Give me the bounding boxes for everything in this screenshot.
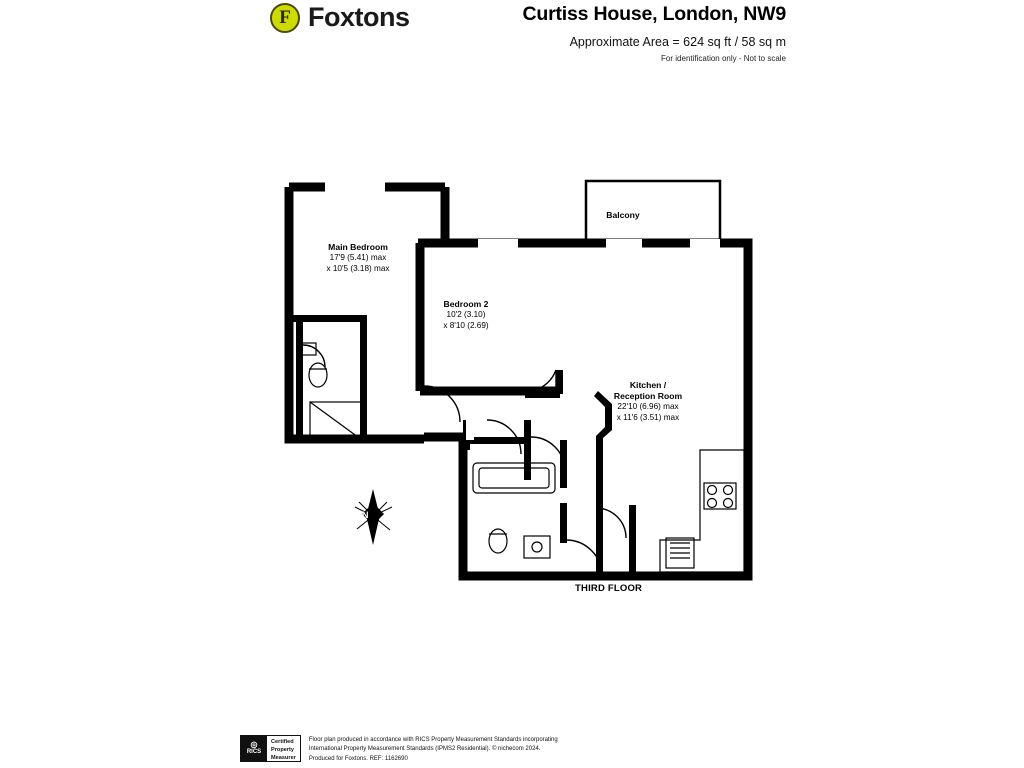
floor-caption: THIRD FLOOR — [575, 583, 643, 594]
page-title: Curtiss House, London, NW9 — [522, 3, 786, 25]
brand-letter: F — [279, 7, 291, 28]
room-label-kitchen-reception: Kitchen / Reception Room 22'10 (6.96) max x 11'6 (3.51) max — [613, 380, 683, 422]
room-label-balcony: Balcony — [606, 210, 640, 220]
identification-note: For identification only - Not to scale — [661, 54, 786, 63]
rics-logo-icon: ◎ RICS — [241, 736, 267, 761]
footer — [240, 735, 558, 764]
compass-icon — [343, 483, 403, 553]
brand-name: Foxtons — [308, 2, 410, 32]
compass-north-letter: N — [362, 510, 369, 520]
rics-badge — [240, 735, 301, 762]
room-label-main-bedroom: Main Bedroom 17'9 (5.41) max x 10'5 (3.18) max — [326, 242, 390, 273]
approximate-area: Approximate Area = 624 sq ft / 58 sq m — [569, 35, 786, 49]
room-label-bedroom-2: Bedroom 2 10'2 (3.10) x 8'10 (2.69) — [443, 299, 489, 330]
footer-disclaimer: Floor plan produced in accordance with RICS Property Measurement Standards incorporating International Property Measurement Standards (IPMS2 Residential). © nichecom 2024. Produced for Foxtons. REF: 1162690 — [308, 737, 558, 762]
rics-badge-text: Certified Property Measurer — [267, 736, 300, 761]
